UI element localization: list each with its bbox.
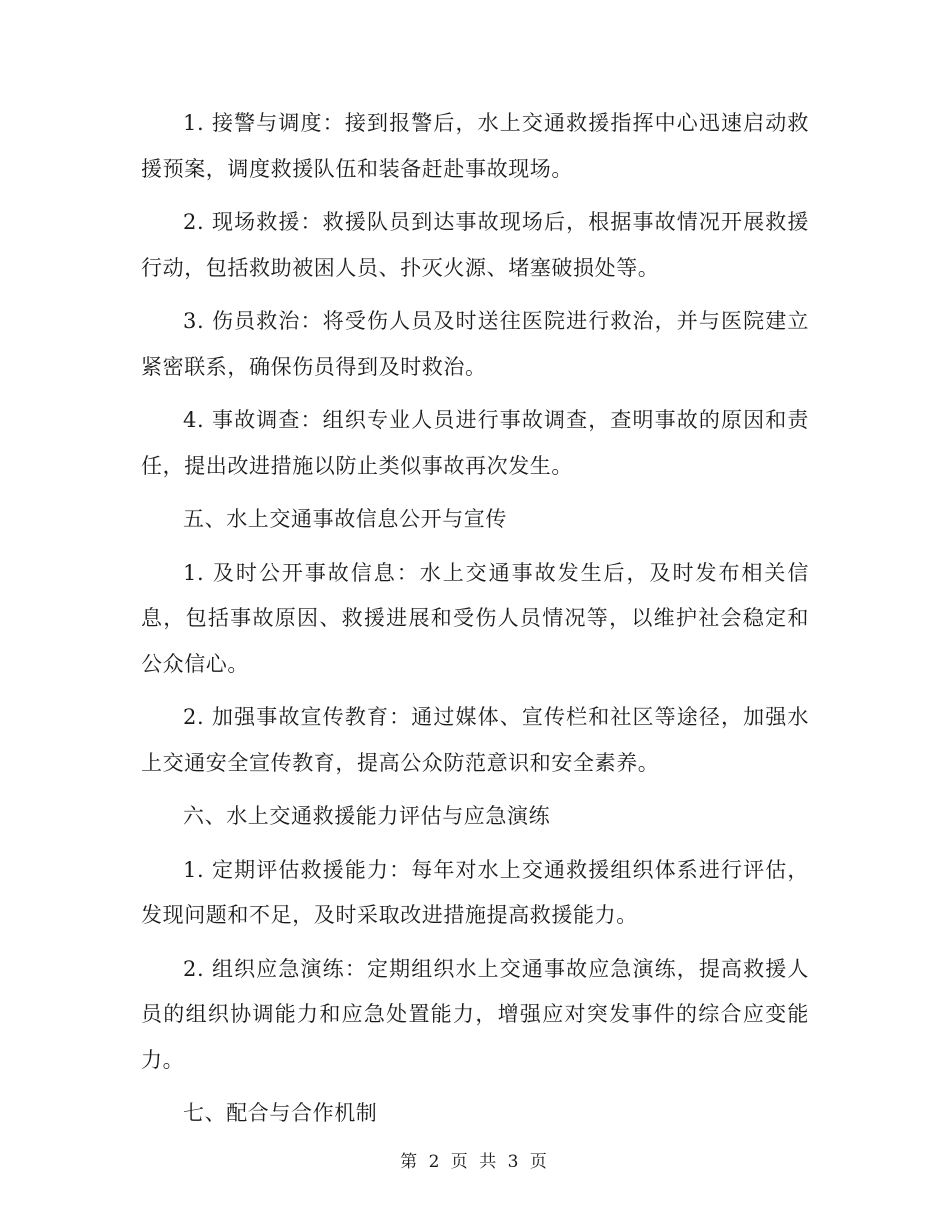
paragraph-capability-assessment: 1. 定期评估救援能力：每年对水上交通救援组织体系进行评估，发现问题和不足，及时采取改进措施提高救援能力。 [141,857,809,927]
paragraph-accident-investigation: 4. 事故调查：组织专业人员进行事故调查，查明事故的原因和责任，提出改进措施以防止类似事故再次发生。 [141,408,809,478]
paragraph-emergency-drill: 2. 组织应急演练：定期组织水上交通事故应急演练，提高救援人员的组织协调能力和应急处置能力，增强应对突发事件的综合应变能力。 [141,956,809,1072]
section-heading-seven: 七、配合与合作机制 [183,1101,378,1125]
section-heading-five: 五、水上交通事故信息公开与宣传 [183,507,507,531]
page-number-footer: 第 2 页 共 3 页 [400,1152,550,1172]
document-body [141,101,809,1145]
paragraph-safety-education: 2. 加强事故宣传教育：通过媒体、宣传栏和社区等途径，加强水上交通安全宣传教育，提高公众防范意识和安全素养。 [141,705,809,775]
section-heading-six: 六、水上交通救援能力评估与应急演练 [183,804,551,828]
paragraph-dispatch: 1. 接警与调度：接到报警后，水上交通救援指挥中心迅速启动救援预案，调度救援队伍和装备赶赴事故现场。 [141,111,809,181]
paragraph-onsite-rescue: 2. 现场救援：救援队员到达事故现场后，根据事故情况开展救援行动，包括救助被困人员、扑灭火源、堵塞破损处等。 [141,210,809,280]
paragraph-casualty-treatment: 3. 伤员救治：将受伤人员及时送往医院进行救治，并与医院建立紧密联系，确保伤员得到及时救治。 [141,309,809,379]
paragraph-info-disclosure: 1. 及时公开事故信息：水上交通事故发生后，及时发布相关信息，包括事故原因、救援进展和受伤人员情况等，以维护社会稳定和公众信心。 [141,560,809,676]
